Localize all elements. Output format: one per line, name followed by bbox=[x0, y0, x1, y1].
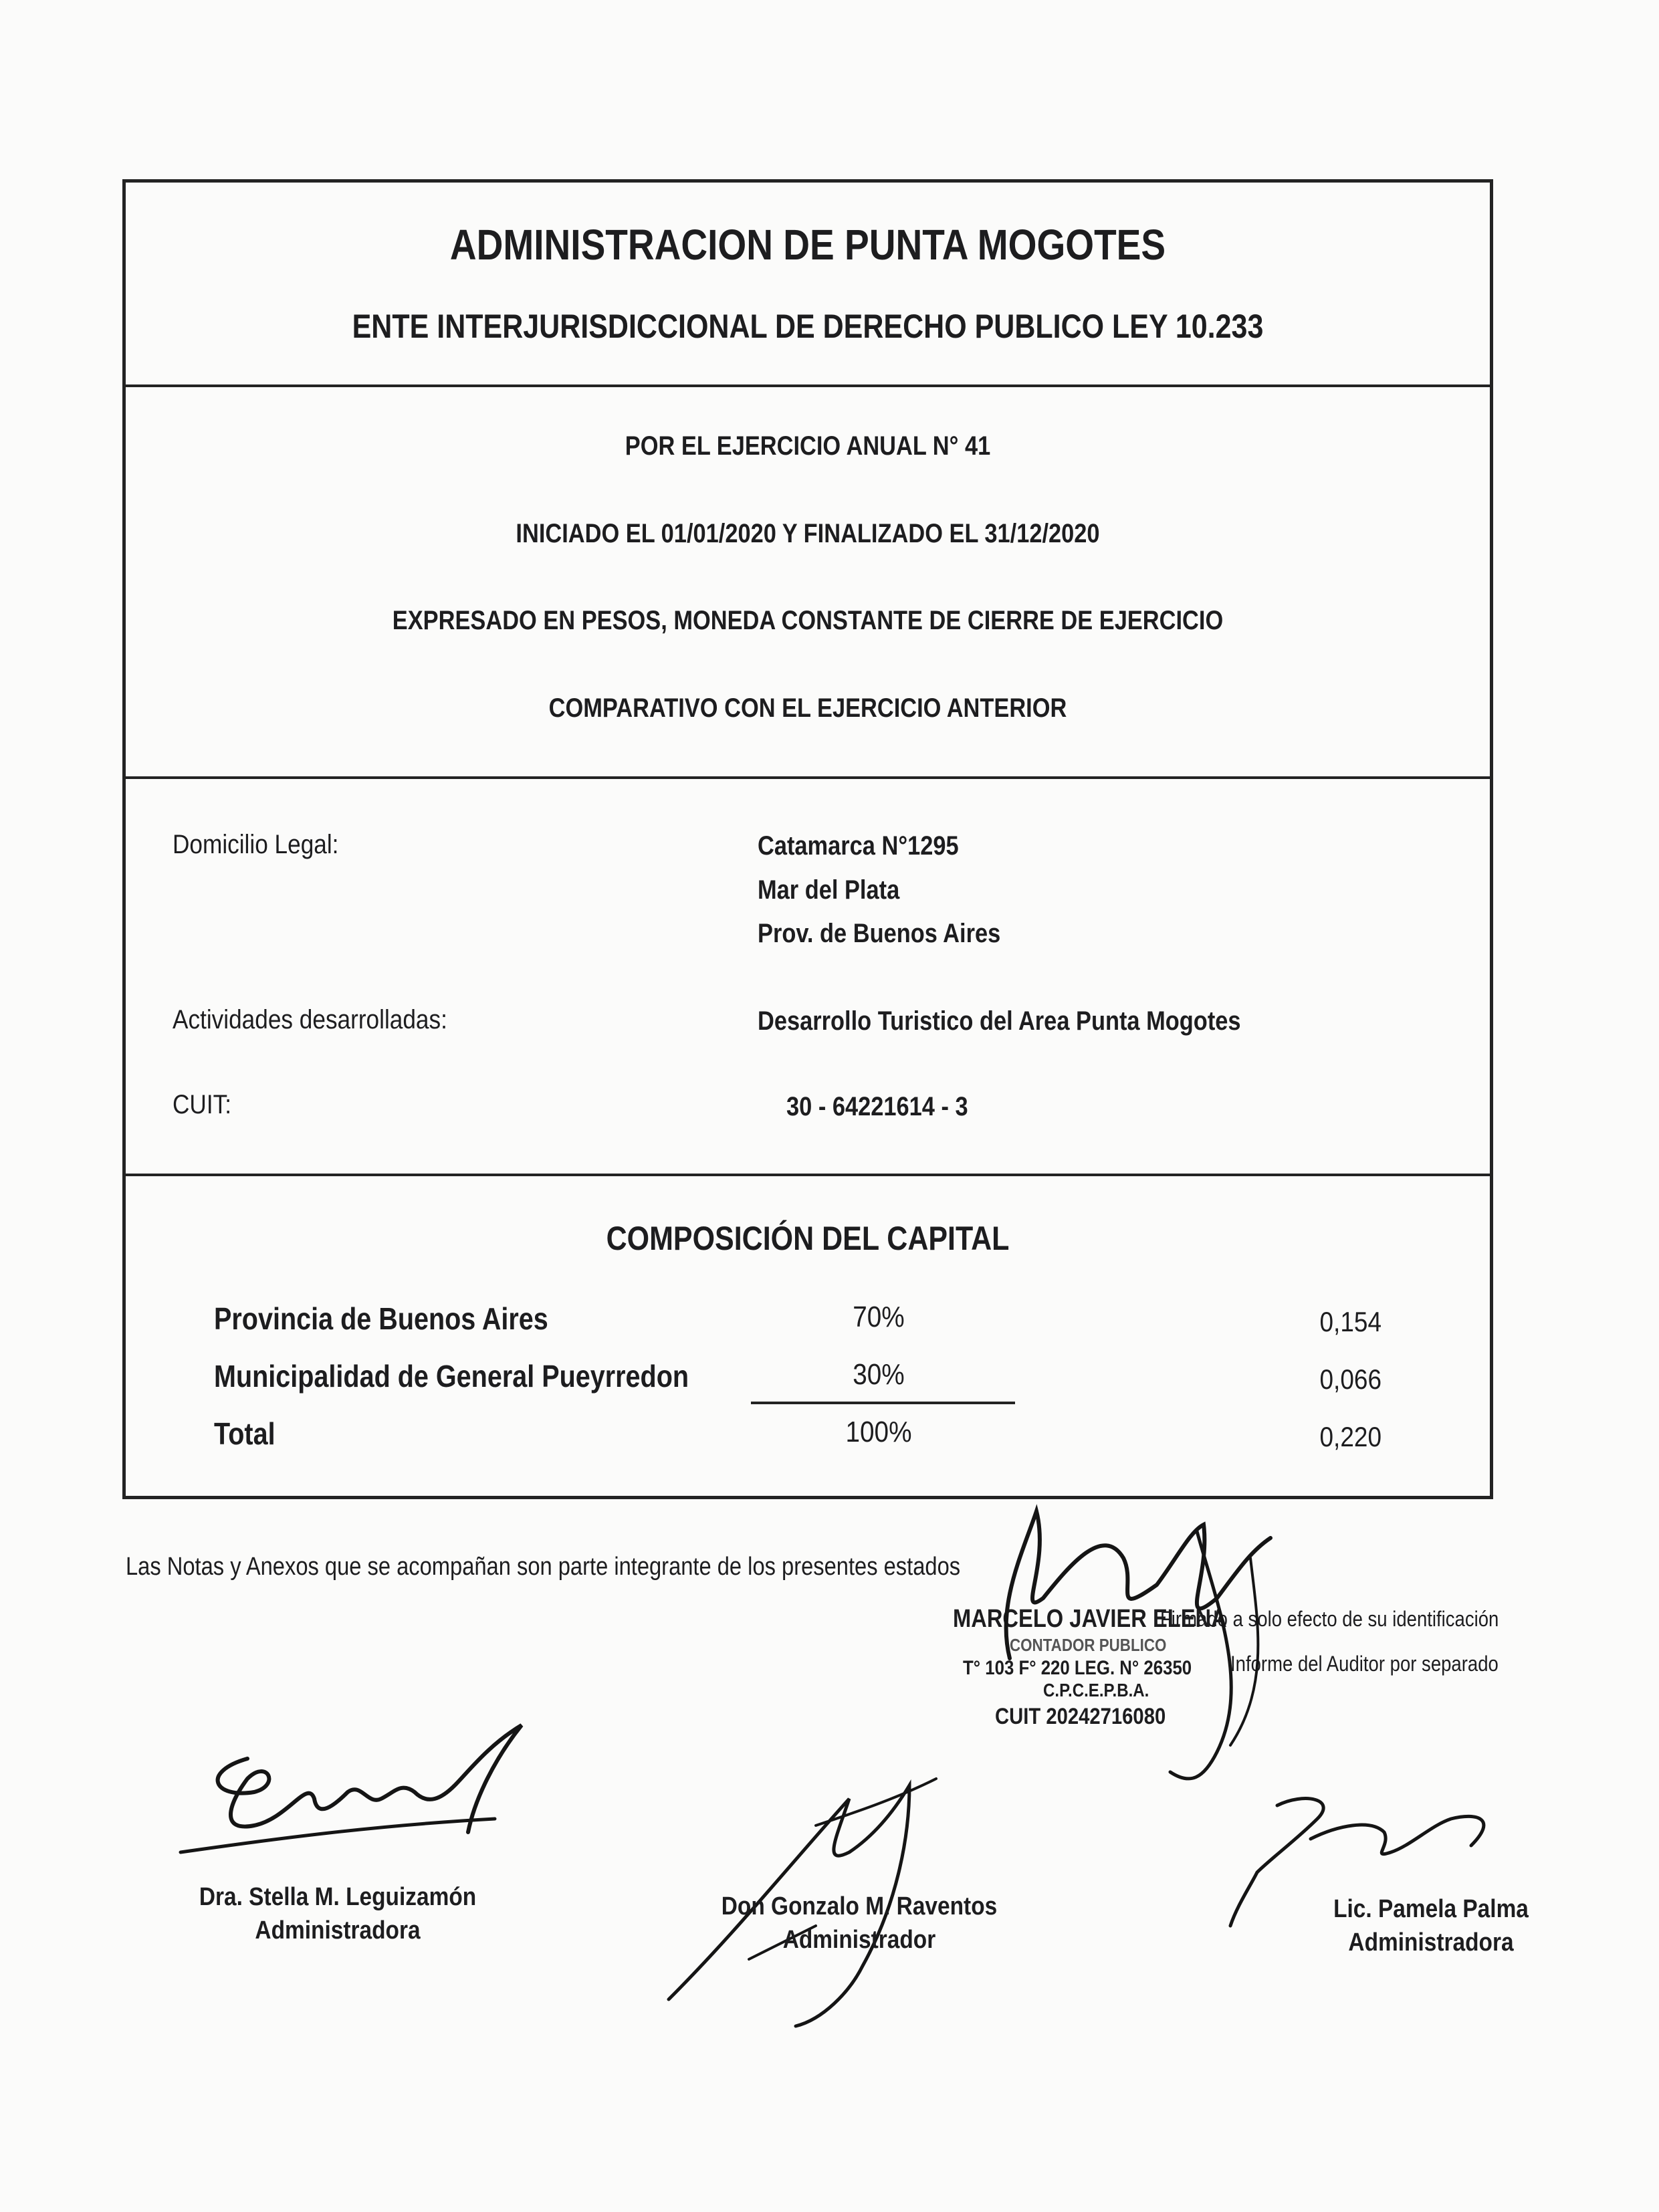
signatory-name: Lic. Pamela Palma bbox=[1333, 1895, 1529, 1923]
auditor-stamp-title: CONTADOR PUBLICO bbox=[1010, 1635, 1167, 1655]
statement-cover-box bbox=[122, 179, 1493, 1499]
period-exercise-number: POR EL EJERCICIO ANUAL N° 41 bbox=[625, 431, 991, 461]
auditor-signature bbox=[936, 1484, 1337, 1805]
capital-row-percent: 30% bbox=[853, 1358, 905, 1391]
period-currency: EXPRESADO EN PESOS, MONEDA CONSTANTE DE CIERRE DE EJERCICIO bbox=[392, 606, 1224, 635]
notes-disclaimer: Las Notas y Anexos que se acompañan son parte integrante de los presentes estados bbox=[126, 1553, 961, 1581]
capital-total-percent: 100% bbox=[845, 1416, 912, 1448]
auditor-stamp-cuit: CUIT 20242716080 bbox=[995, 1704, 1166, 1729]
actividades-label: Actividades desarrolladas: bbox=[173, 1005, 447, 1034]
period-dates: INICIADO EL 01/01/2020 Y FINALIZADO EL 31/12/2020 bbox=[516, 519, 1100, 548]
auditor-stamp-name: MARCELO JAVIER ELENA bbox=[953, 1605, 1227, 1633]
domicilio-line-2: Mar del Plata bbox=[758, 875, 900, 905]
signatory-role: Administradora bbox=[1348, 1928, 1514, 1957]
capital-row-percent: 70% bbox=[853, 1301, 905, 1333]
signatory-name: Dra. Stella M. Leguizamón bbox=[199, 1883, 477, 1911]
cuit-value: 30 - 64221614 - 3 bbox=[786, 1092, 968, 1121]
signatory-role: Administrador bbox=[782, 1926, 936, 1954]
page-subtitle: ENTE INTERJURISDICCIONAL DE DERECHO PUBLICO LEY 10.233 bbox=[352, 308, 1264, 345]
capital-row-name: Provincia de Buenos Aires bbox=[214, 1301, 548, 1336]
capital-total-name: Total bbox=[214, 1416, 275, 1451]
subtotal-underline bbox=[751, 1402, 1015, 1404]
capital-row-name: Municipalidad de General Pueyrredon bbox=[214, 1359, 689, 1394]
auditor-report-note: Informe del Auditor por separado bbox=[1230, 1652, 1499, 1676]
actividades-value: Desarrollo Turistico del Area Punta Mogotes bbox=[758, 1006, 1241, 1036]
capital-heading: COMPOSICIÓN DEL CAPITAL bbox=[606, 1220, 1010, 1257]
domicilio-line-1: Catamarca N°1295 bbox=[758, 831, 959, 861]
signatory-role: Administradora bbox=[255, 1916, 421, 1945]
signature-leguizamon bbox=[174, 1719, 548, 1872]
period-comparative: COMPARATIVO CON EL EJERCICIO ANTERIOR bbox=[548, 693, 1067, 723]
domicilio-line-3: Prov. de Buenos Aires bbox=[758, 919, 1001, 948]
capital-row-amount: 0,066 bbox=[1319, 1363, 1381, 1395]
auditor-stamp-council: C.P.C.E.P.B.A. bbox=[1043, 1680, 1149, 1700]
domicilio-label: Domicilio Legal: bbox=[173, 830, 339, 859]
section-divider bbox=[126, 776, 1490, 779]
capital-row-amount: 0,154 bbox=[1319, 1306, 1381, 1337]
capital-total-amount: 0,220 bbox=[1319, 1421, 1381, 1452]
signatory-name: Don Gonzalo M. Raventos bbox=[721, 1892, 998, 1920]
section-divider bbox=[126, 384, 1490, 387]
cuit-label: CUIT: bbox=[173, 1090, 231, 1119]
section-divider bbox=[126, 1174, 1490, 1176]
auditor-stamp-registry: T° 103 F° 220 LEG. N° 26350 bbox=[963, 1657, 1192, 1679]
page-title: ADMINISTRACION DE PUNTA MOGOTES bbox=[449, 221, 1166, 269]
auditor-identification-note: Firmado a solo efecto de su identificación bbox=[1160, 1607, 1499, 1631]
